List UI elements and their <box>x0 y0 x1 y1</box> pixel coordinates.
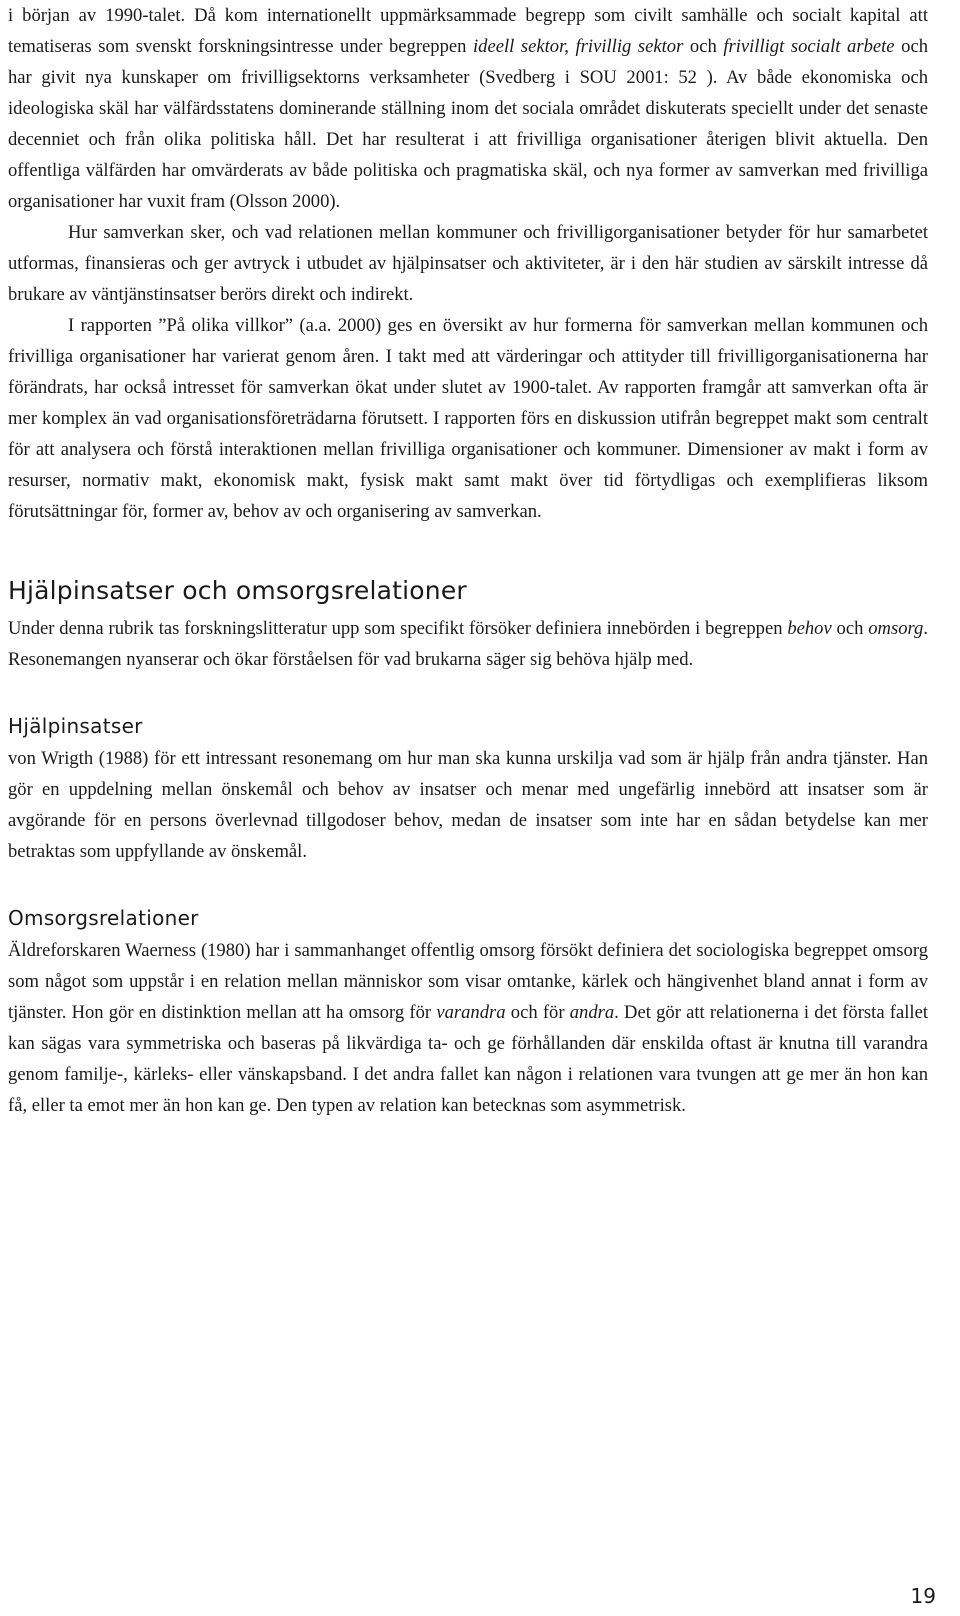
text-run: Äldreforskaren Waerness (1980) har i sammanhanget offentlig omsorg försökt definiera det sociologiska begreppet omsorg som något som uppstår i en relation mellan människor som visar omtanke, kärlek och hängivenhet bland annat i form av tjänster. Hon gör en distinktion mellan att ha omsorg för <box>8 940 928 1023</box>
intro-paragraph-2: Hur samverkan sker, och vad relationen mellan kommuner och frivilligorganisationer betyder för hur samarbetet utformas, finansieras och ger avtryck i utbudet av hjälpinsatser och aktiviteter, är i den här studien av särskilt intresse då brukare av väntjänstinsatser berörs direkt och indirekt. <box>8 222 928 305</box>
text-run: Under denna rubrik tas forskningslitteratur upp som specifikt försöker definiera innebörden i begreppen <box>8 618 788 639</box>
section1-paragraph <box>8 613 928 675</box>
page-number: 19 <box>910 1584 936 1608</box>
text-run: . Det gör att relationerna i det första fallet kan sägas vara symmetriska och baseras på likvärdiga ta- och ge förhållanden där enskilda oftast är knutna till varandra genom familje-, kärleks- eller vänskapsband. I det andra fallet kan någon i relationen vara tvungen att ge mer än hon kan få, eller ta emot mer än hon kan ge. Den typen av relation kan betecknas som asymmetrisk. <box>8 1002 928 1116</box>
subsection-heading-omsorgsrelationer: Omsorgsrelationer <box>8 906 199 930</box>
text-run: och <box>831 618 869 639</box>
intro-paragraph-1 <box>8 0 928 217</box>
italic-term: ideell sektor, frivillig sektor <box>473 36 684 57</box>
text-run: i början av 1990-talet. Då kom internationellt uppmärksammade begrepp som civilt samhälle och socialt kapital att tematiseras som svenskt forskningsintresse under begreppen <box>8 5 928 57</box>
section2-paragraph: von Wrigth (1988) för ett intressant resonemang om hur man ska kunna urskilja vad som är hjälp från andra tjänster. Han gör en uppdelning mellan önskemål och behov av insatser och menar med ungefärlig innebörd att insatser som är avgörande för en persons överlevnad tillgodoser behov, medan de insatser som inte har en sådan betydelse kan mer betraktas som uppfyllande av önskemål. <box>8 748 928 862</box>
document-page <box>8 0 928 1121</box>
intro-paragraph-3: I rapporten ”På olika villkor” (a.a. 2000) ges en översikt av hur formerna för samverkan mellan kommunen och frivilliga organisationer har varierat genom åren. I takt med att värderingar och attityder till frivilligorganisationerna har förändrats, har också intresset för samverkan ökat under slutet av 1900-talet. Av rapporten framgår att samverkan ofta är mer komplex än vad organisationsföreträdarna förutsett. I rapporten förs en diskussion utifrån begreppet makt som centralt för att analysera och förstå interaktionen mellan frivilliga organisationer och kommuner. Dimensioner av makt i form av resurser, normativ makt, ekonomisk makt, fysisk makt samt makt över tid förtydligas och exemplifieras liksom förutsättningar för, former av, behov av och organisering av samverkan. <box>8 315 928 522</box>
text-run: och har givit nya kunskaper om frivilligsektorns verksamheter (Svedberg i SOU 2001: 52 ). Av både ekonomiska och ideologiska skäl har välfärdsstatens dominerande ställning inom det sociala området diskuterats speciellt under det senaste decenniet och från olika politiska håll. Det har resulterat i att frivilliga organisationer återigen blivit aktuella. Den offentliga välfärden har omvärderats av både politiska och pragmatiska skäl, och nya former av samverkan med frivilliga organisationer har vuxit fram (Olsson 2000). <box>8 36 928 212</box>
italic-term: varandra <box>436 1002 506 1023</box>
italic-term: andra <box>569 1002 615 1023</box>
text-run: och <box>683 36 724 57</box>
text-run: . Resonemangen nyanserar och ökar förståelsen för vad brukarna säger sig behöva hjälp med. <box>8 618 928 670</box>
italic-term: omsorg <box>868 618 924 639</box>
italic-term: behov <box>787 618 832 639</box>
italic-term: frivilligt socialt arbete <box>723 36 895 57</box>
section3-paragraph <box>8 935 928 1121</box>
text-run: och för <box>505 1002 570 1023</box>
section-heading: Hjälpinsatser och omsorgsrelationer <box>8 576 467 605</box>
subsection-heading-hjalpinsatser: Hjälpinsatser <box>8 714 143 738</box>
